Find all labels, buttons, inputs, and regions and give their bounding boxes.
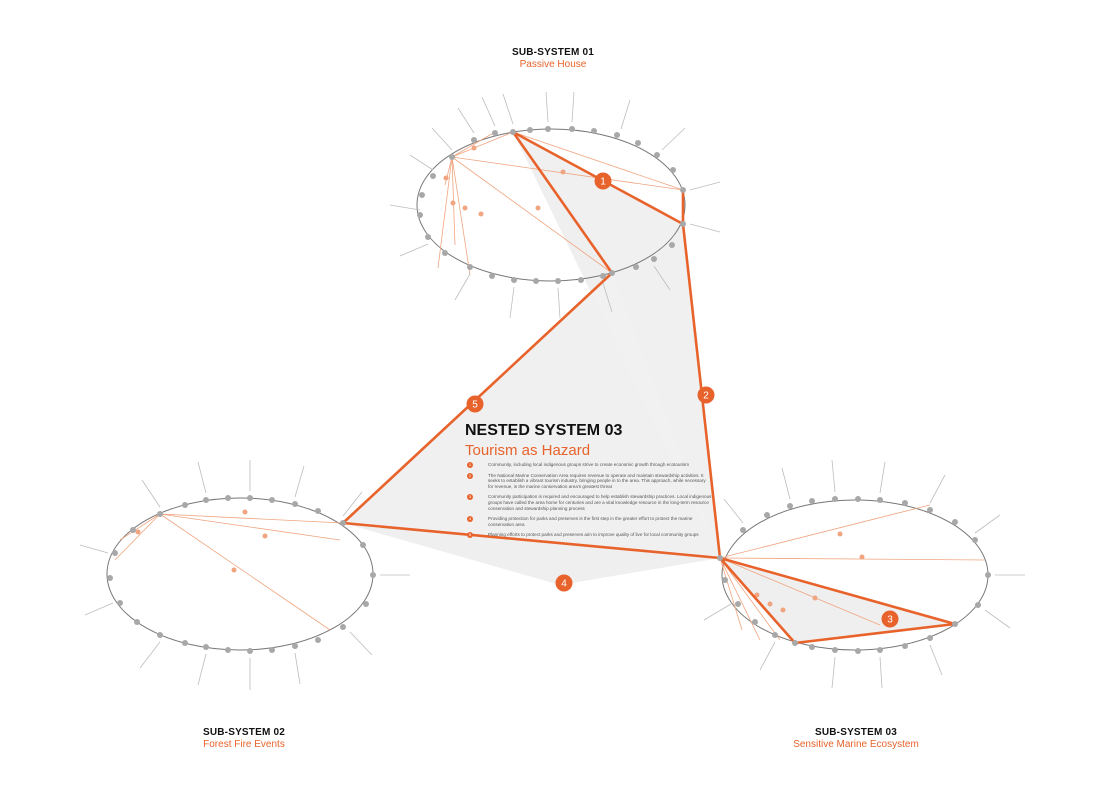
nested-system-notes bbox=[467, 462, 712, 543]
note-text: The National Marine Conservation Area requires revenue to operate and maintain stewardship activities. It seeks to establish a vibrant tourism industry, bringing people in to the area. This approach, while necessary for revenue, is the marine conservation area's greatest threat bbox=[488, 472, 706, 489]
note-item bbox=[467, 532, 712, 538]
note-text: Providing protection for parks and preserves is the first step in the greater effort to protect the marine conservation area bbox=[488, 516, 693, 527]
note-number: 2 bbox=[468, 472, 472, 478]
note-number: 5 bbox=[468, 532, 472, 538]
subsystem-02-nodes bbox=[107, 495, 376, 654]
subsystem-03-title-block bbox=[726, 727, 986, 750]
note-item bbox=[467, 473, 712, 490]
note-number: 3 bbox=[468, 494, 472, 500]
note-text: Community, including local indigenous groups strive to create economic growth through ecotourism bbox=[488, 462, 690, 467]
marker-2 bbox=[698, 387, 715, 404]
marker-5-label: 5 bbox=[472, 399, 478, 411]
note-text: Community participation is required and encouraged to help establish stewardship practices. Local indigenous groups have called the area home for centuries and are a vital knowledge resource in the long-term resource conservation and stewardship planning process bbox=[488, 494, 712, 511]
marker-3-label: 3 bbox=[887, 614, 893, 626]
subsystem-02-radial-labels bbox=[80, 460, 410, 690]
marker-1-label: 1 bbox=[600, 176, 606, 188]
note-number: 1 bbox=[468, 462, 472, 467]
subsystem-03-label: SUB-SYSTEM 03 bbox=[814, 727, 898, 738]
subsystem-01-label: SUB-SYSTEM 01 bbox=[511, 47, 595, 58]
subsystem-02-title-block bbox=[114, 727, 374, 750]
nested-system-subtitle: Tourism as Hazard bbox=[465, 442, 591, 459]
subsystem-01-name: Passive House bbox=[519, 59, 587, 70]
marker-5 bbox=[467, 396, 484, 413]
note-item bbox=[467, 462, 712, 468]
subsystem-03-name: Sensitive Marine Ecosystem bbox=[793, 739, 919, 750]
note-item bbox=[467, 494, 712, 511]
note-number: 4 bbox=[468, 516, 472, 522]
subsystem-02-name: Forest Fire Events bbox=[203, 739, 285, 750]
marker-4-label: 4 bbox=[561, 578, 567, 590]
marker-4 bbox=[556, 575, 573, 592]
nested-system-title: NESTED SYSTEM 03 bbox=[465, 422, 623, 439]
note-item bbox=[467, 516, 712, 527]
marker-1 bbox=[595, 173, 612, 190]
marker-2-label: 2 bbox=[703, 390, 709, 402]
subsystem-01-title-block bbox=[423, 47, 683, 70]
subsystem-02-label: SUB-SYSTEM 02 bbox=[202, 727, 286, 738]
subsystem-02-ring bbox=[107, 498, 373, 650]
marker-3 bbox=[882, 611, 899, 628]
note-text: Planning efforts to protect parks and preserves aim to improve quality of live for local community groups bbox=[488, 532, 699, 538]
